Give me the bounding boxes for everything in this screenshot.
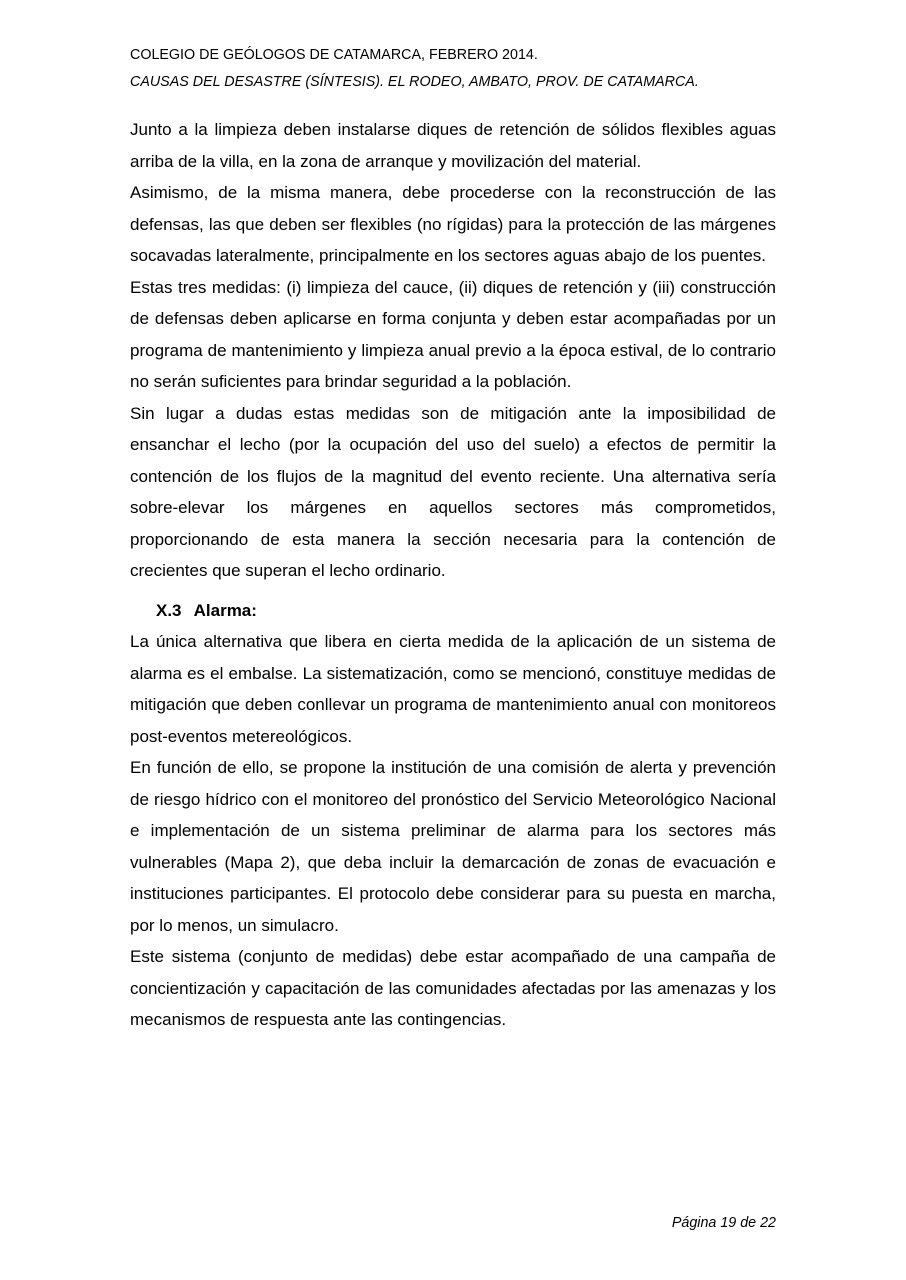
paragraph: Junto a la limpieza deben instalarse diques de retención de sólidos flexibles aguas arriba de la villa, en la zona de arranque y movilización del material. <box>130 120 776 171</box>
paragraph: Sin lugar a dudas estas medidas son de mitigación ante la imposibilidad de ensanchar el lecho (por la ocupación del uso del suelo) a efectos de permitir la contención de los flujos de la magnitud del evento reciente. Una alternativa sería sobre-elevar los márgenes en aquellos sectores más comprometidos, proporcionando de esta manera la sección necesaria para la contención de crecientes que superan el lecho ordinario. <box>130 403 776 580</box>
page-number: Página 19 de 22 <box>671 1215 776 1231</box>
section-number: X.3 <box>156 600 182 620</box>
header-organization: COLEGIO DE GEÓLOGOS DE CATAMARCA, FEBRERO 2014. <box>130 47 538 63</box>
paragraph: Asimismo, de la misma manera, debe procederse con la reconstrucción de las defensas, las que deben ser flexibles (no rígidas) para la protección de las márgenes socavadas lateralmente, principalmente en los sectores aguas abajo de los puentes. <box>130 183 776 265</box>
paragraph: En función de ello, se propone la institución de una comisión de alerta y prevención de riesgo hídrico con el monitoreo del pronóstico del Servicio Meteorológico Nacional e implementación de un sistema preliminar de alarma para los sectores más vulnerables (Mapa 2), que deba incluir la demarcación de zonas de evacuación e instituciones participantes. El protocolo debe considerar para su puesta en marcha, por lo menos, un simulacro. <box>130 758 776 935</box>
paragraph: Este sistema (conjunto de medidas) debe estar acompañado de una campaña de concientización y capacitación de las comunidades afectadas por las amenazas y los mecanismos de respuesta ante las contingencias. <box>130 947 776 1029</box>
page-header <box>130 42 780 96</box>
document-body <box>130 114 776 1036</box>
section-title: Alarma: <box>193 600 257 620</box>
paragraph: La única alternativa que libera en cierta medida de la aplicación de un sistema de alarma es el embalse. La sistematización, como se mencionó, constituye medidas de mitigación que deben conllevar un programa de mantenimiento anual con monitoreos post-eventos metereológicos. <box>130 632 776 746</box>
paragraph: Estas tres medidas: (i) limpieza del cauce, (ii) diques de retención y (iii) construcción de defensas deben aplicarse en forma conjunta y deben estar acompañadas por un programa de mantenimiento y limpieza anual previo a la época estival, de lo contrario no serán suficientes para brindar seguridad a la población. <box>130 277 776 391</box>
section-heading <box>156 595 776 627</box>
header-document-title: CAUSAS DEL DESASTRE (SÍNTESIS). EL RODEO, AMBATO, PROV. DE CATAMARCA. <box>130 74 699 90</box>
